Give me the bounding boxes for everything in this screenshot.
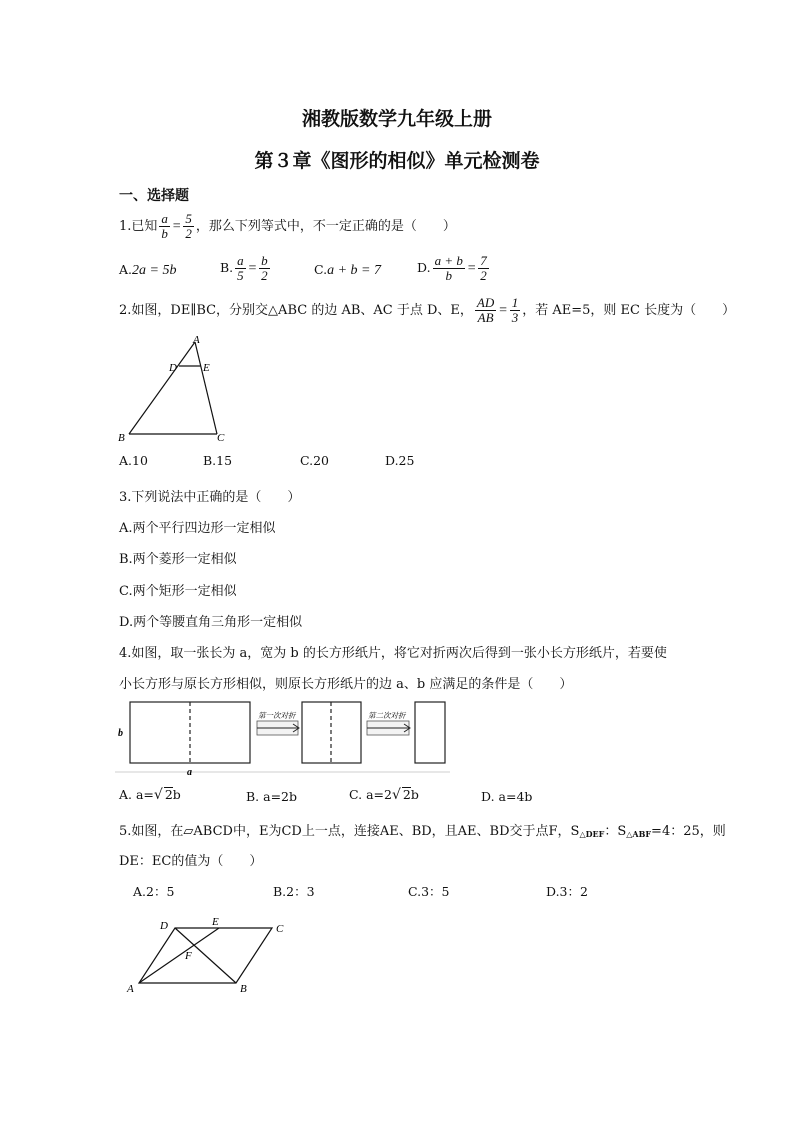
question-5-stem-line2: DE：EC的值为（ ） xyxy=(119,854,263,869)
question-5-stem-line1: 5.如图，在▱ABCD中，E为CD上一点，连接AE、BD，且AE、BD交于点F，$S_{\triangle DEF}$：$S_{\triangle ABF}=4$：25，则 xyxy=(119,824,726,839)
question-5-option-b: B.2：3 xyxy=(273,884,315,899)
question-2-option-d: D.25 xyxy=(385,453,415,468)
question-4-option-b: B. a=2b xyxy=(246,789,298,804)
fraction: $\frac{AD}{AB}$ xyxy=(476,295,495,325)
label-b: B xyxy=(240,983,247,995)
question-3-option-d: D.两个等腰直角三角形一定相似 xyxy=(119,615,303,630)
question-2-option-a: A.10 xyxy=(119,453,148,468)
fold2-label: 第二次对折 xyxy=(368,711,406,720)
question-3-stem: 3.下列说法中正确的是（ ） xyxy=(119,490,301,505)
label-a: A xyxy=(193,334,200,346)
question-1-option-a: A.2a = 5b xyxy=(119,262,177,278)
question-5-option-a: A.2：5 xyxy=(133,884,175,899)
fraction: $\frac{1}{3}$ xyxy=(511,295,519,325)
label-e: E xyxy=(212,916,219,928)
triangle-figure xyxy=(112,334,242,444)
question-4-stem-line2: 小长方形与原长方形相似，则原长方形纸片的边 a、b 应满足的条件是（ ） xyxy=(119,677,573,692)
question-1-option-b: B. $\frac{a}{5}$ = $\frac{b}{2}$ xyxy=(220,253,268,283)
folding-figure xyxy=(115,696,450,778)
fraction: $\frac{5}{2}$ xyxy=(185,211,192,241)
question-1-option-d: D. $\frac{a + b}{b}$ = $\frac{7}{2}$ xyxy=(417,253,487,283)
label-a: a xyxy=(187,767,192,778)
question-4-option-d: D. a=4b xyxy=(481,789,533,804)
question-1-option-c: C.a + b = 7 xyxy=(314,262,381,278)
question-3-option-c: C.两个矩形一定相似 xyxy=(119,584,237,599)
question-2-stem: 2.如图，DE∥BC，分别交△ABC 的边 AB、AC 于点 D、E， $\frac{AD}{AB}$ = $\frac{1}{3}$ ，若 AE=5，则 EC 长度为（ ） xyxy=(119,295,736,325)
label-c: C xyxy=(217,432,225,444)
question-5-option-d: D.3：2 xyxy=(546,884,588,899)
question-4-option-a: A. a=√ 2b xyxy=(119,787,181,803)
document-title: 湘教版数学九年级上册 xyxy=(301,108,492,130)
question-4-stem-line1: 4.如图，取一张长为 a，宽为 b 的长方形纸片，将它对折两次后得到一张小长方形纸片，若要使 xyxy=(119,646,667,661)
fraction: $\frac{a}{b}$ xyxy=(161,211,168,241)
parallelogram-figure xyxy=(122,912,297,997)
question-1-stem: 1.已知 $\frac{a}{b}$ = $\frac{5}{2}$ ，那么下列等式中，不一定正确的是（ ） xyxy=(119,211,456,241)
label-d: D xyxy=(169,362,177,374)
label-e: E xyxy=(203,362,210,374)
question-2-option-b: B.15 xyxy=(203,453,233,468)
question-3-option-b: B.两个菱形一定相似 xyxy=(119,552,237,567)
fold1-label: 第一次对折 xyxy=(258,711,296,720)
label-f: F xyxy=(185,950,192,962)
question-5-option-c: C.3：5 xyxy=(408,884,450,899)
question-3-option-a: A.两个平行四边形一定相似 xyxy=(119,521,276,536)
question-2-option-c: C.20 xyxy=(300,453,329,468)
document-subtitle: 第３章《图形的相似》单元检测卷 xyxy=(254,150,540,172)
label-b: b xyxy=(118,728,123,739)
label-c: C xyxy=(276,923,284,935)
section-heading: 一、选择题 xyxy=(119,188,189,204)
question-4-option-c: C. a=2√ 2b xyxy=(349,787,419,803)
label-a: A xyxy=(127,983,134,995)
label-b: B xyxy=(118,432,125,444)
label-d: D xyxy=(160,920,168,932)
